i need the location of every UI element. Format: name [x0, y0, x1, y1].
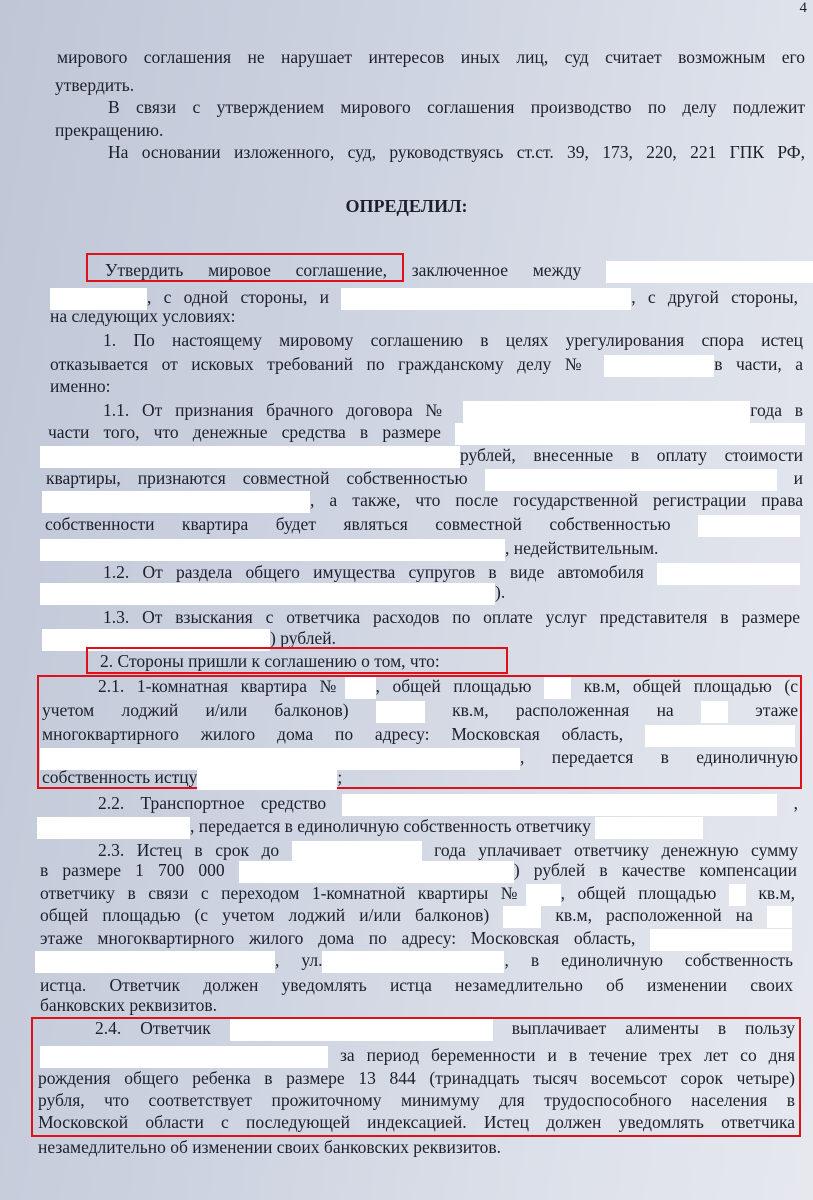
text-line: учетом лоджий и/или балконов) кв.м, расположенная на этаже — [42, 699, 798, 721]
redacted-block — [604, 355, 714, 377]
text-line: 1.1. От признания брачного договора № года в — [103, 399, 803, 421]
redacted-block — [526, 884, 561, 906]
redacted-block — [657, 563, 800, 585]
redacted-block — [322, 951, 504, 973]
text-line: ответчику в связи с переходом 1-комнатной квартиры № , общей площадью кв.м, — [40, 882, 795, 904]
text-line: части того, что денежные средства в размере — [48, 421, 805, 443]
text-line: В связи с утверждением мирового соглашения производство по делу подлежит — [108, 97, 805, 117]
text-line: общей площадью (с учетом лоджий и/или балконов) кв.м, расположенной на — [40, 904, 792, 926]
redacted-block — [239, 861, 514, 883]
redacted-block — [544, 677, 571, 699]
text-line: 2.2. Транспортное средство , — [98, 792, 798, 814]
text-line: 1. По настоящему мировому соглашению в целях урегулирования спора истец — [103, 330, 803, 350]
text-line: 2.1. 1-комнатная квартира № , общей площадью кв.м, общей площадью (с — [98, 675, 798, 697]
text-line: , а также, что после государственной регистрации права — [42, 489, 803, 511]
text-line: Московской области с последующей индексацией. Истец должен уведомлять ответчика — [38, 1112, 795, 1132]
redacted-block — [645, 725, 795, 747]
text-line: в размере 1 700 000 ) рублей в качестве компенсации — [40, 859, 797, 881]
redacted-block — [503, 906, 541, 928]
text-line: рубля, что соответствует прожиточному минимуму для трудоспособного населения в — [38, 1090, 795, 1110]
text-line: , недействительным. — [40, 537, 658, 559]
text-line: ) рублей. — [42, 627, 336, 649]
text-line: именно: — [50, 376, 111, 396]
text-line: , передается в единоличную — [40, 746, 798, 768]
text-line: 2.4. Ответчик выплачивает алименты в пользу — [95, 1017, 795, 1039]
text-line: этаже многоквартирного жилого дома по адресу: Московская область, — [40, 927, 792, 949]
text-line: собственность истцу ; — [42, 766, 342, 788]
text-line: 2. Стороны пришли к соглашению о том, что: — [100, 651, 440, 671]
text-line: На основании изложенного, суд, руководствуясь ст.ст. 39, 173, 220, 221 ГПК РФ, — [108, 142, 805, 162]
redacted-block — [455, 423, 805, 445]
page-number: 4 — [799, 0, 807, 16]
redacted-block — [767, 906, 792, 928]
text-line: , ул. , в единоличную собственность — [35, 949, 793, 971]
redacted-block — [650, 929, 792, 951]
redacted-block — [230, 1019, 493, 1041]
text-line: Утвердить мировое соглашение, заключенное между — [105, 259, 813, 281]
redacted-block — [341, 288, 631, 310]
redacted-block — [37, 817, 190, 839]
redacted-block — [701, 701, 728, 723]
text-line: на следующих условиях: — [50, 306, 236, 326]
text-line: истца. Ответчик должен уведомлять истца незамедлительно об изменении своих — [40, 975, 793, 995]
text-line: рублей, внесенные в оплату стоимости — [40, 444, 803, 466]
text-line: утвердить. — [55, 75, 135, 95]
text-line: многоквартирного жилого дома по адресу: Московская область, — [42, 723, 795, 745]
redacted-block — [698, 515, 800, 537]
redacted-block — [40, 446, 460, 468]
redacted-block — [595, 817, 703, 839]
text-line: 1.3. От взыскания с ответчика расходов по оплате услуг представителя в размере — [103, 607, 800, 627]
redacted-block — [40, 583, 495, 605]
redacted-block — [345, 677, 376, 699]
text-line: отказывается от исковых требований по гражданскому делу № в части, а — [50, 353, 803, 375]
redacted-block — [376, 701, 425, 723]
redacted-block — [342, 794, 777, 816]
text-line: 2.3. Истец в срок до года уплачивает ответчику денежную сумму — [98, 839, 798, 861]
text-line: , передается в единоличную собственность ответчику — [37, 815, 703, 837]
redacted-block — [606, 261, 813, 283]
text-line: собственности квартира будет являться совместной собственностью — [45, 513, 800, 535]
text-line: ). — [40, 581, 505, 603]
section-heading: ОПРЕДЕЛИЛ: — [345, 196, 468, 216]
redacted-block — [485, 469, 777, 491]
redacted-block — [463, 401, 750, 423]
redacted-block — [40, 539, 505, 561]
redacted-block — [42, 491, 310, 513]
redacted-block — [40, 1046, 328, 1068]
redacted-block — [197, 768, 337, 790]
text-line: банковских реквизитов. — [40, 995, 218, 1015]
text-line: прекращению. — [55, 120, 164, 140]
text-line: за период беременности и в течение трех лет со дня — [40, 1044, 795, 1066]
text-line: 1.2. От раздела общего имущества супругов в виде автомобиля — [103, 561, 800, 583]
redacted-block — [729, 884, 746, 906]
text-line: рождения общего ребенка в размере 13 844 (тринадцать тысяч восемьсот сорок четыре) — [38, 1068, 795, 1088]
text-line: незамедлительно об изменении своих банковских реквизитов. — [38, 1137, 501, 1157]
text-line: , с одной стороны, и , с другой стороны, — [50, 286, 798, 308]
redacted-block — [35, 951, 275, 973]
text-line: квартиры, признаются совместной собственностью и — [46, 467, 803, 489]
text-line: мирового соглашения не нарушает интересов иных лиц, суд считает возможным его — [57, 47, 805, 67]
